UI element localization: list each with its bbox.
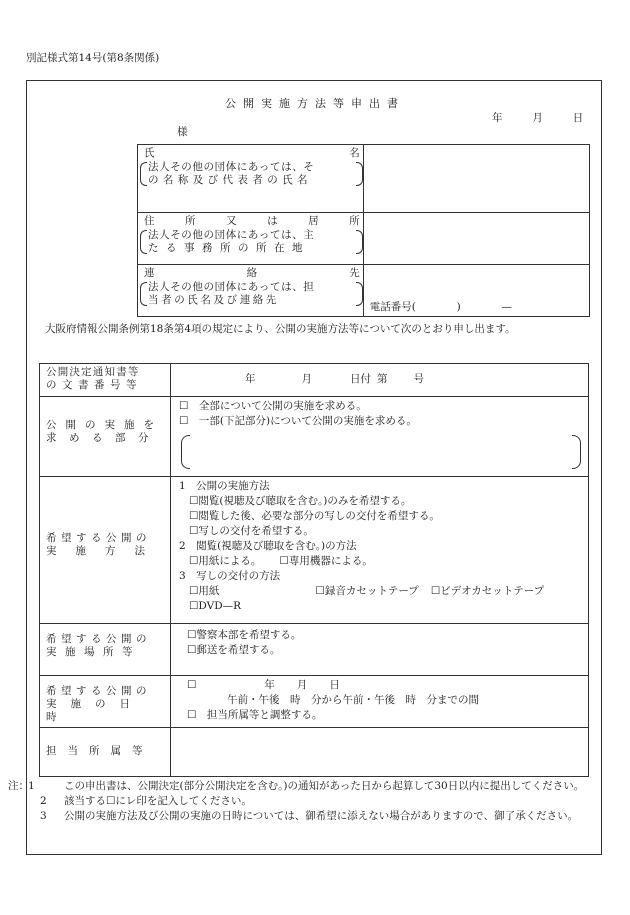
method-heading-2: 2 閲覧(視聴及び聴取を含む。)の方法	[179, 540, 357, 552]
datetime-adjust-option[interactable]: ☐ 担当所属等と調整する。	[187, 709, 323, 721]
applicant-contact-field[interactable]	[363, 265, 589, 317]
datetime-field	[171, 676, 589, 728]
applicant-table	[137, 144, 590, 317]
form-title: 公開実施方法等申出書	[225, 97, 405, 110]
request-table	[39, 363, 589, 777]
applicant-contact-label: 連 絡 先 法人その他の団体にあっては、担 当者の氏名及び連絡先	[138, 265, 364, 317]
scope-part-detail-field[interactable]	[181, 435, 581, 469]
datetime-label: 希望する公開の 実施の日時	[40, 676, 171, 728]
method-heading-1: 1 公開の実施方法	[179, 480, 270, 492]
date-month[interactable]: 月	[532, 112, 543, 124]
applicant-name-note-2: の名称及び代表者の氏名	[148, 174, 312, 187]
view-device-option[interactable]: ☐専用機器による。	[279, 555, 373, 567]
note-3-number: 3	[40, 810, 47, 822]
method-heading-3: 3 写しの交付の方法	[179, 570, 281, 582]
copy-dvd-option[interactable]: ☐DVD—R	[189, 600, 242, 612]
view-paper-option[interactable]: ☐用紙による。	[189, 555, 262, 567]
date-year[interactable]: 年	[492, 112, 503, 124]
scope-all-option[interactable]: ☐ 全部について公開の実施を求める。	[179, 400, 367, 412]
note-3: 公開の実施方法及び公開の実施の日時については、御希望に添えない場合がありますので、御了承ください。	[64, 810, 579, 822]
notes-section	[8, 779, 608, 824]
scope-label: 公開の実施を 求める部分	[40, 397, 171, 477]
dept-label: 担当所属等	[40, 728, 171, 777]
dept-field[interactable]	[171, 728, 589, 777]
method-label: 希望する公開の 実施方法	[40, 477, 171, 624]
method-view-then-copy-option[interactable]: ☐閲覧した後、必要な部分の写しの交付を希望する。	[189, 510, 440, 522]
notes-prefix: 注：	[8, 780, 29, 792]
application-form	[26, 80, 602, 855]
applicant-address-label: 住 所 又 は 居 所 法人その他の団体にあっては、主 たる事務所の所在地	[138, 213, 364, 265]
method-field	[171, 477, 589, 624]
declaration-text: 大阪府情報公開条例第18条第4項の規定により、公開の実施方法等について次のとおり申し出ます。	[45, 323, 516, 335]
place-mail-option[interactable]: ☐郵送を希望する。	[187, 644, 281, 656]
place-hq-option[interactable]: ☐警察本部を希望する。	[187, 629, 302, 641]
note-1-number: 1	[28, 780, 35, 792]
copy-cassette-option[interactable]: ☐録音カセットテープ	[315, 585, 419, 597]
notice-number-label: 公開決定通知書等 の文書番号等	[40, 364, 171, 397]
notice-number-field[interactable]: 年 月 日付 第 号	[171, 364, 589, 397]
applicant-contact-note-1: 法人その他の団体にあっては、担	[148, 281, 315, 294]
note-1: この申出書は、公開決定(部分公開決定を含む。)の通知があった日から起算して30日以内に提出してください。	[64, 780, 585, 792]
copy-paper-option[interactable]: ☐用紙	[189, 585, 220, 597]
place-field	[171, 624, 589, 676]
note-2: 該当する☐にレ印を記入してください。	[64, 795, 252, 807]
note-2-number: 2	[40, 795, 47, 807]
method-copy-option[interactable]: ☐写しの交付を希望する。	[189, 525, 314, 537]
scope-part-option[interactable]: ☐ 一部(下記部分)について公開の実施を求める。	[179, 415, 417, 427]
method-view-only-option[interactable]: ☐閲覧(視聴及び聴取を含む。)のみを希望する。	[189, 495, 412, 507]
applicant-address-note-2: たる事務所の所在地	[148, 242, 310, 255]
datetime-time-line[interactable]: 午前・午後 時 分から午前・午後 時 分までの間	[227, 694, 479, 706]
date-row	[492, 112, 610, 125]
datetime-date-line[interactable]: ☐ 年 月 日	[187, 679, 340, 691]
applicant-address-field[interactable]	[363, 213, 589, 265]
scope-field	[171, 397, 589, 477]
phone-number-field[interactable]: 電話番号( ) —	[369, 300, 512, 313]
applicant-name-note-1: 法人その他の団体にあっては、そ	[148, 161, 315, 174]
applicant-name-label: 氏 名 法人その他の団体にあっては、そ の名称及び代表者の氏名	[138, 145, 364, 213]
date-day[interactable]: 日	[572, 112, 584, 124]
place-label: 希望する公開の 実施場所等	[40, 624, 171, 676]
addressee-suffix: 様	[177, 126, 188, 138]
applicant-contact-note-2: 当者の氏名及び連絡先	[148, 294, 279, 307]
applicant-address-note-1: 法人その他の団体にあっては、主	[148, 229, 315, 242]
copy-video-option[interactable]: ☐ビデオカセットテープ	[430, 585, 545, 597]
form-number-label: 別記様式第14号(第8条関係)	[26, 52, 160, 64]
applicant-name-field[interactable]	[363, 145, 589, 213]
